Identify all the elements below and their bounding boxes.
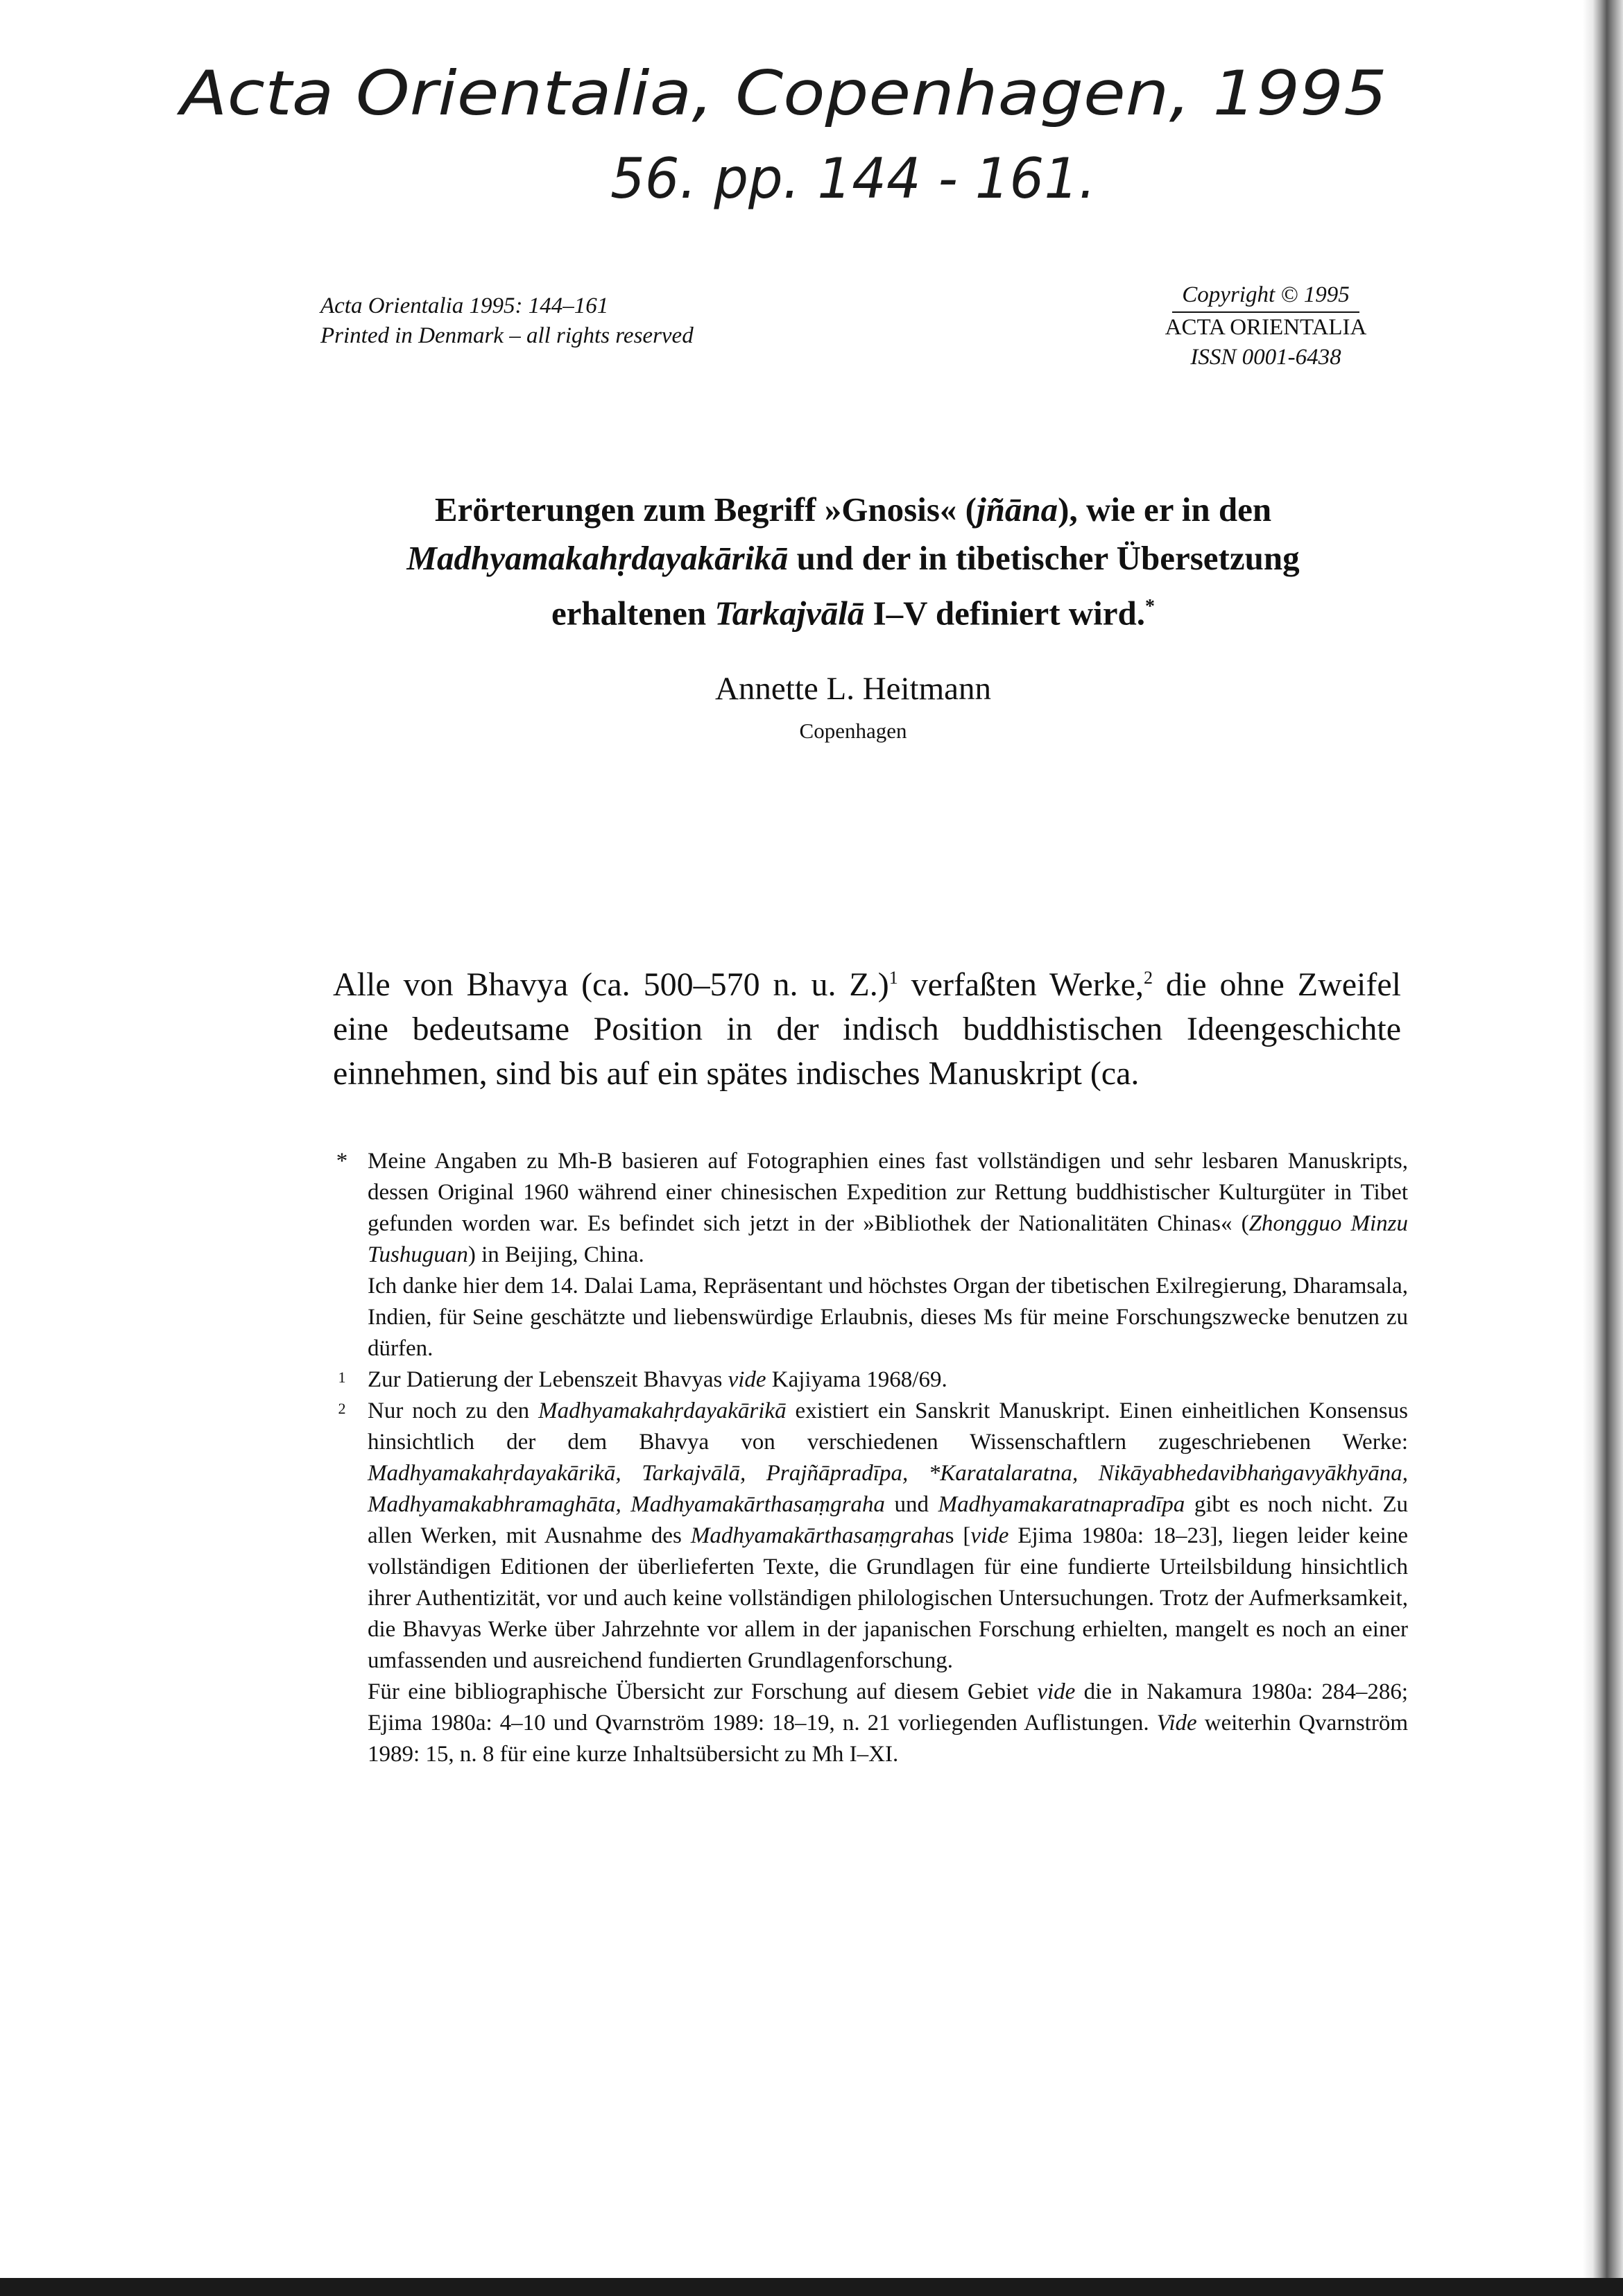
journal-citation: Acta Orientalia 1995: 144–161 (320, 293, 609, 318)
footnote-text: die in Nakamura 1980a: 284–286; Ejima 1980a: 4–10 und Qvarnström 1989: 18–19, n. 21 vorliegenden Auflistungen. (368, 1679, 1408, 1736)
body-text: Alle von Bhavya (ca. 500–570 n. u. Z.) (333, 966, 889, 1003)
footnote-text: Nur noch zu den (368, 1398, 539, 1423)
footnote-italic: Vide (1156, 1711, 1197, 1736)
footnote-italic: vide (728, 1367, 766, 1392)
handwritten-line-2: 56. pp. 144 - 161. (610, 146, 1096, 211)
title-work-madhyamakahrdayakarika: Madhyamakahṛdayakārikā (406, 539, 789, 577)
handwritten-note (166, 42, 1415, 222)
footnote-text: weiterhin Qvarnström 1989: 15, n. 8 für eine kurze Inhaltsübersicht zu Mh I–XI. (368, 1711, 1408, 1767)
body-paragraph (333, 956, 1401, 1096)
footnote-star (332, 1146, 1408, 1364)
body-text: verfaßten Werke, (898, 966, 1144, 1003)
footnote-italic: Madhyamakaratnapradīpa (938, 1492, 1185, 1517)
footnote-text: Zur Datierung der Lebenszeit Bhavyas (368, 1367, 728, 1392)
footnote-italic: Madhyamakahṛdayakārikā, Tarkajvālā, Prajñāpradīpa, *Karatalaratna, Nikāyabhedavibhaṅgavyākhyāna, Madhyamakabhramaghāta, Madhyamakārthasaṃgraha (368, 1461, 1408, 1517)
title-term-jnana: jñāna (977, 490, 1058, 529)
footnote-italic: vide (1037, 1679, 1076, 1704)
footnote-text: Ich danke hier dem 14. Dalai Lama, Repräsentant und höchstes Organ der tibetischen Exilregierung, Dharamsala, Indien, für Seine geschätzte und liebenswürdige Erlaubnis, dieses Ms für meine Forschungszwecke benutzen zu dürfen. (368, 1274, 1408, 1361)
footnote-text: und (884, 1492, 938, 1517)
footnote-text: Für eine bibliographische Übersicht zur Forschung auf diesem Gebiet (368, 1679, 1038, 1704)
title-text: I–V definiert wird. (864, 594, 1146, 633)
title-text: erhaltenen (551, 594, 715, 633)
footnote-text: Meine Angaben zu Mh-B basieren auf Fotographien eines fast vollständigen und sehr lesbaren Manuskripts, dessen Original 1960 während einer chinesischen Expedition zur Rettung buddhistischer Kulturgüter in Tibet gefunden worden war. Es befindet sich jetzt in der »Bibliothek der Nationalitäten Chinas« ( (368, 1149, 1408, 1236)
title-text: und der in tibetischer Übersetzung (788, 539, 1300, 577)
article-title (291, 486, 1415, 637)
footnote-text: Kajiyama 1968/69. (766, 1367, 947, 1392)
footnote-italic: vide (970, 1523, 1009, 1548)
author-name: Annette L. Heitmann (714, 671, 992, 707)
scan-edge-bottom (0, 2278, 1623, 2296)
footnote-marker: 1 (338, 1369, 346, 1386)
footnotes (332, 1146, 1408, 1770)
copyright-line: Copyright © 1995 (1172, 280, 1359, 313)
author-affiliation: Copenhagen (799, 719, 907, 743)
scan-edge-right (1583, 0, 1623, 2296)
title-footnote-marker: * (1145, 596, 1156, 617)
footnote-1 (332, 1364, 1408, 1396)
journal-name-caps: ACTA ORIENTALIA (1165, 315, 1367, 340)
title-text: Erörterungen zum Begriff »Gnosis« ( (434, 490, 977, 529)
footnote-text: existiert ein Sanskrit Manuskript. Einen einheitlichen Konsensus hinsichtlich der dem Bhavya von verschiedenen Wissenschaftlern zugeschriebenen Werke: (368, 1398, 1408, 1455)
footnote-text: ) in Beijing, China. (467, 1242, 644, 1267)
footnote-italic: Zhongguo Minzu Tushuguan (368, 1211, 1408, 1267)
printed-notice: Printed in Denmark – all rights reserved (320, 323, 694, 348)
footnote-italic: Madhyamakahṛdayakārikā (538, 1398, 787, 1423)
footnote-marker: * (336, 1149, 348, 1174)
footnote-text: s [ (945, 1523, 971, 1548)
footnote-text: Ejima 1980a: 18–23], liegen leider keine vollständigen Editionen der überlieferten Texte, die Grundlagen für eine fundierte Urteilsbildung hinsichtlich ihrer Authentizität, vor und auch keine vollständigen philologischen Untersuchungen. Trotz der Aufmerksamkeit, die Bhavyas Werke über Jahrzehnte vor allem in der japanischen Forschung erhielten, mangelt es noch an einer umfassenden und ausreichend fundierten Grundlagenforschung. (368, 1523, 1408, 1673)
footnote-marker: 2 (338, 1400, 346, 1417)
issn: ISSN 0001-6438 (1190, 345, 1341, 370)
footnote-ref-1: 1 (888, 968, 898, 988)
footnote-ref-2: 2 (1144, 968, 1153, 988)
footnote-text: gibt es noch nicht. Zu allen Werken, mit Ausnahme des (368, 1492, 1408, 1548)
footnote-2 (332, 1396, 1408, 1770)
copyright-block (1137, 280, 1394, 372)
journal-info (320, 291, 694, 351)
handwritten-line-1: Acta Orientalia, Copenhagen, 1995 (176, 58, 1388, 129)
title-work-tarkajvala: Tarkajvālā (714, 594, 865, 633)
body-text: die ohne Zweifel eine bedeutsame Position in der indisch buddhistischen Ideengeschichte einnehmen, sind bis auf ein spätes indisches Manuskript (ca. (333, 966, 1402, 1092)
title-text: ), wie er in den (1058, 490, 1272, 529)
footnote-italic: Madhyamakārthasaṃgraha (690, 1523, 945, 1548)
